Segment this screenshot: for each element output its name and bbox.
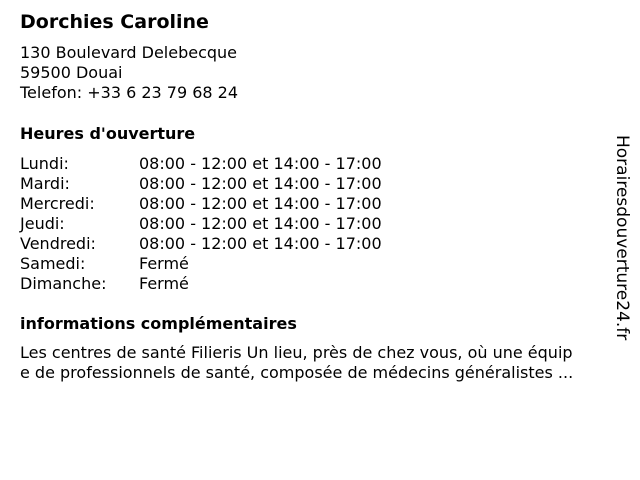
hours-time: 08:00 - 12:00 et 14:00 - 17:00 [139,174,382,193]
hours-time: 08:00 - 12:00 et 14:00 - 17:00 [139,154,382,173]
hours-time: Fermé [139,274,189,293]
hours-day: Jeudi: [20,214,65,233]
hours-row-thursday [20,214,382,234]
site-watermark: Horairesdouverture24.fr [612,135,632,341]
hours-row-monday [20,154,382,174]
hours-day: Mardi: [20,174,70,193]
opening-hours-table [20,154,382,294]
opening-hours-heading: Heures d'ouverture [20,124,196,143]
hours-row-tuesday [20,174,382,194]
hours-time: 08:00 - 12:00 et 14:00 - 17:00 [139,214,382,233]
info-line-2: e de professionnels de santé, composée de médecins généralistes ... [20,363,574,382]
hours-time: 08:00 - 12:00 et 14:00 - 17:00 [139,234,382,253]
hours-row-saturday [20,254,382,274]
phone-number[interactable]: Telefon: +33 6 23 79 68 24 [20,83,239,102]
additional-info-heading: informations complémentaires [20,314,297,333]
hours-day: Vendredi: [20,234,96,253]
hours-row-friday [20,234,382,254]
hours-time: 08:00 - 12:00 et 14:00 - 17:00 [139,194,382,213]
hours-day: Samedi: [20,254,86,273]
business-name: Dorchies Caroline [20,11,209,33]
hours-row-sunday [20,274,382,294]
hours-day: Lundi: [20,154,69,173]
address-city: 59500 Douai [20,63,123,82]
info-line-1: Les centres de santé Filieris Un lieu, près de chez vous, où une équip [20,343,573,362]
hours-row-wednesday [20,194,382,214]
additional-info-text [20,343,620,383]
hours-time: Fermé [139,254,189,273]
address-street: 130 Boulevard Delebecque [20,43,238,62]
address-block [20,43,238,103]
hours-day: Dimanche: [20,274,107,293]
hours-day: Mercredi: [20,194,95,213]
